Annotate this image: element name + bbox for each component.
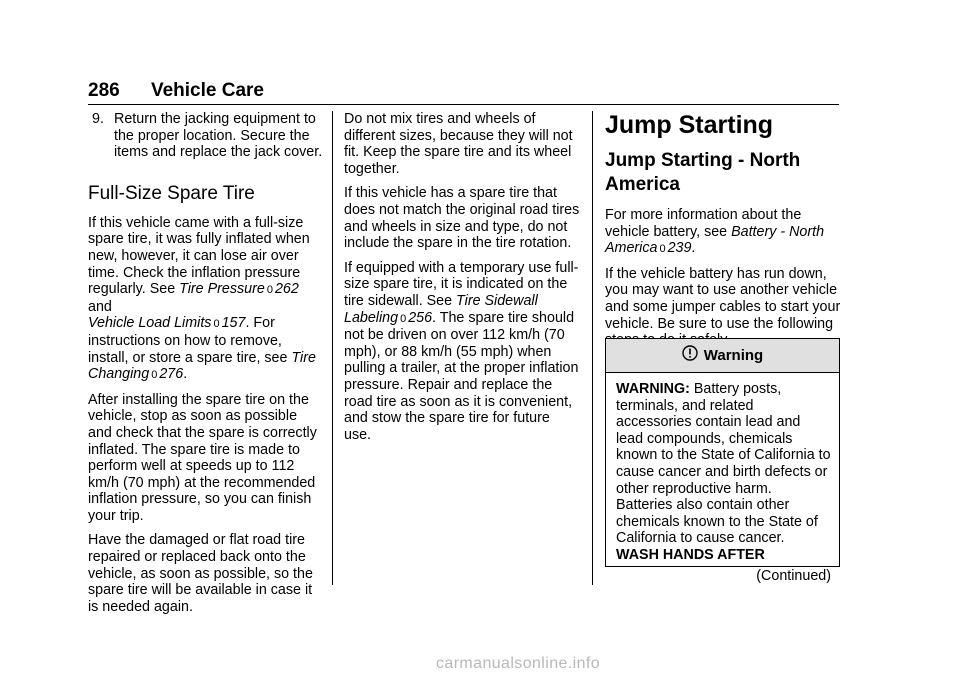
ref-arrow-icon: 0	[659, 243, 666, 256]
page-ref[interactable]: 157	[221, 315, 246, 332]
subsection-title: Jump Starting - North America	[605, 150, 801, 195]
paragraph: Have the damaged or flat road tire repaired or replaced back onto the vehicle, as soon as possible, so the spare tire will be available in case it is needed again.	[88, 532, 313, 615]
list-text: Return the jacking equipment to the proper location. Secure the items and replace the jack cover.	[114, 111, 323, 161]
continued-label: (Continued)	[756, 567, 831, 584]
list-number: 9.	[92, 111, 104, 127]
ref-arrow-icon: 0	[266, 284, 273, 297]
column-divider	[332, 111, 333, 585]
warning-text-bold: WASH HANDS AFTER	[616, 546, 765, 563]
ref-arrow-icon: 0	[400, 312, 407, 325]
xref-link[interactable]: Tire Changing	[88, 349, 316, 383]
text: . The spare tire should not be driven on over 112 km/h (70 mph), or 88 km/h (55 mph) when pulling a trailer, at the proper inflation pressure. Repair and replace the road tire as soon as it is convenient, and stow the spare tire for future use.	[344, 309, 579, 443]
column-2	[344, 111, 580, 451]
warning-header	[606, 339, 839, 373]
paragraph: Do not mix tires and wheels of different sizes, because they will not fit. Keep the spare tire and its wheel together.	[344, 111, 573, 177]
page-number: 286	[88, 80, 120, 101]
chapter-title: Vehicle Care	[150, 80, 265, 101]
page-ref[interactable]: 262	[274, 281, 299, 298]
warning-title: Warning	[703, 347, 764, 364]
page-header	[88, 80, 264, 102]
xref-link[interactable]: Vehicle Load Limits	[88, 315, 212, 332]
paragraph	[344, 260, 580, 444]
text: If equipped with a temporary use full-size spare tire, it is indicated on the tire sidewall. See	[344, 259, 579, 309]
page-ref[interactable]: 239	[667, 240, 692, 257]
text: For more information about the vehicle battery, see	[605, 207, 802, 240]
text: If this vehicle came with a full-size spare tire, it was fully inflated when new, however, it can lose air over time. Check the inflation pressure regularly. See	[88, 214, 310, 298]
paragraph: After installing the spare tire on the vehicle, stop as soon as possible and check that the spare is correctly inflated. The spare tire is made to perform well at speeds up to 112 km/h (70 mph) at the recommended inflation pressure, so you can finish your trip.	[88, 391, 317, 524]
page-ref[interactable]: 256	[408, 309, 433, 326]
watermark: carmanualsonline.info	[436, 655, 601, 672]
xref-link[interactable]: Battery - North America	[605, 223, 825, 257]
warning-label: WARNING:	[616, 381, 690, 397]
column-divider	[592, 111, 593, 585]
warning-body	[606, 373, 839, 584]
header-rule	[88, 104, 839, 105]
column-3	[605, 111, 841, 357]
xref-link[interactable]: Tire Sidewall Labeling	[344, 292, 538, 326]
text: . For instructions on how to remove, install, or store a spare tire, see	[88, 315, 292, 366]
paragraph: If this vehicle has a spare tire that does not match the original road tires and wheels in size and type, do not include the spare in the tire rotation.	[344, 185, 580, 252]
page-ref[interactable]: 276	[159, 366, 184, 383]
paragraph: If the vehicle battery has run down, you may want to use another vehicle and some jumper cables to start your vehicle. Be sure to use the following	[605, 265, 841, 332]
warning-box	[605, 338, 840, 584]
list-item	[88, 111, 323, 169]
paragraph	[605, 207, 841, 258]
xref-link[interactable]: Tire Pressure	[179, 281, 265, 298]
text: .	[691, 240, 696, 257]
ref-arrow-icon: 0	[213, 318, 220, 331]
main-section-title: Jump Starting	[605, 111, 774, 139]
ref-arrow-icon: 0	[151, 369, 158, 382]
warning-text: Battery posts, terminals, and related accessories contain lead and lead compounds, chemicals known to the State of California to cause cancer and birth defects or other reproductive harm. Batteries also contain other chemicals known to the State of California to cause cancer.	[616, 381, 831, 547]
text: and	[88, 298, 112, 315]
column-1	[88, 111, 323, 623]
section-title: Full-Size Spare Tire	[88, 182, 255, 204]
paragraph: If this vehicle came with a full-size spare tire, it was fully inflated when new, however, it can lose air over time. Check the inflation pressure regularly. See Tire Pressure 0 262 and Vehicle Load Limits 0 157. For instructions on how to remove, install, or store a spare tire, see Tire Changing 0 276.	[88, 214, 316, 383]
warning-icon	[682, 345, 698, 366]
